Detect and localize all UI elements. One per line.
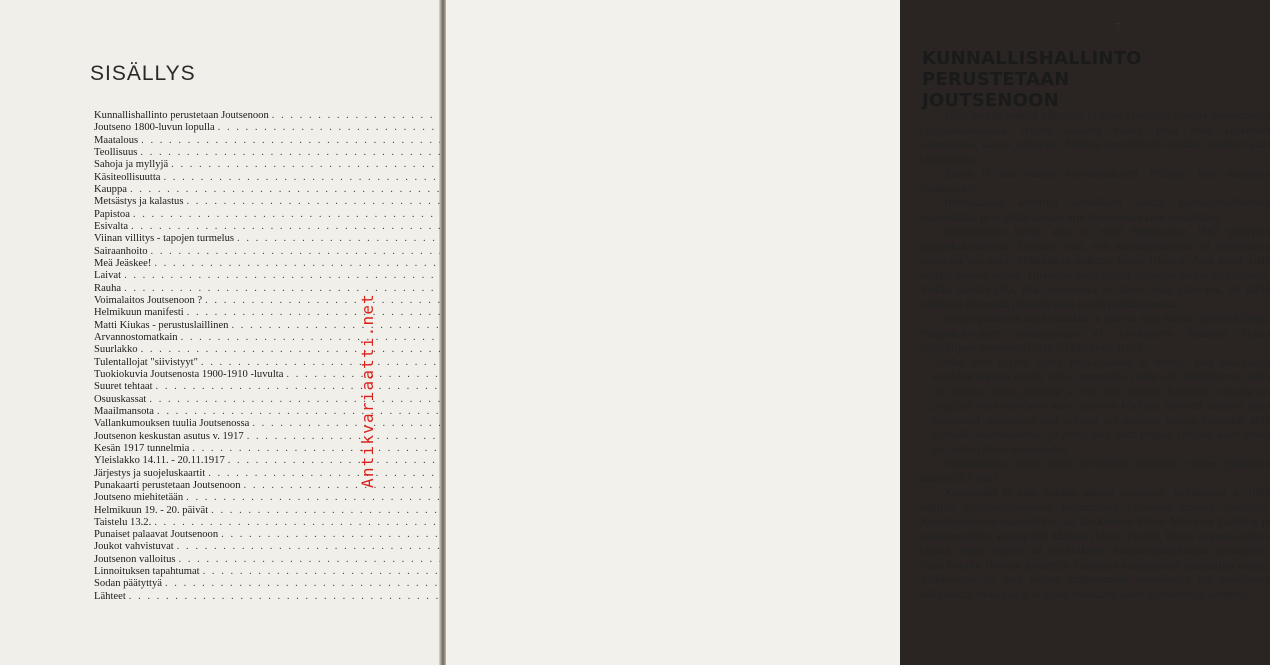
toc-entry-title: Arvannostomatkain	[94, 331, 178, 343]
toc-entry-title: Sodan päätyttyä	[94, 578, 162, 590]
toc-entry	[94, 394, 390, 406]
toc-entry-title: Lähteet	[94, 590, 126, 602]
toc-entry-title: Esivalta	[94, 220, 129, 232]
toc-entry-title: Joutsenon valloitus	[94, 553, 176, 565]
toc-entry-title: Joutseno 1800-luvun lopulla	[94, 122, 215, 134]
table-of-contents	[94, 110, 390, 603]
chapter-body	[920, 109, 1270, 602]
toc-entry-title: Punaiset palaavat Joutsenoon	[94, 529, 219, 541]
toc-entry	[94, 554, 390, 566]
toc-entry	[94, 332, 390, 344]
chapter-heading-line-2: PERUSTETAAN JOUTSENOON	[922, 69, 1070, 111]
toc-entry-title: Rauha	[94, 282, 122, 294]
toc-entry-title: Teollisuus	[94, 146, 138, 158]
toc-entry	[94, 381, 390, 393]
toc-entry-title: Linnoituksen tapahtumat	[94, 566, 200, 578]
toc-entry-title: Punakaarti perustetaan Joutsenoon	[94, 479, 241, 491]
body-paragraph: Kuvernööri ei näin pitkään aikaan suostunut. Syyskuussa v. 1869 valittiin pitäjänkokouksessa ensimmäiset Joutsenon kunnan virkailijat. Kuntakokouksen esimieheksi tuli kirkkoherra Viktor Mortimer Gadding ja varaesimieheksi kirjanpitäjä Mathias (Matti) Pöyhiä. Hänen veljensä Juhana (Johan, Juho) Pöyhiä sai tehtäväkseen kunnallislautakunnan johtamisen. Näin Wärrön Hovista johdettiin Joutsenon ensimmäisiä kunnallisia toimia. Kirkkoherra oli taas sopiva luottasaaman seurakuntaa irti maallisesta hallinnosta, vaikka se ei helppoa ollutkaan, kuten myöhemmin näemme.	[920, 487, 1270, 601]
toc-entry-title: Käsiteollisuutta	[94, 171, 161, 183]
toc-title: SISÄLLYS	[90, 62, 196, 85]
toc-entry	[94, 357, 390, 369]
toc-entry	[94, 480, 390, 492]
quoted-minutes: "1seksi ettei nykyen löytyy pitäjässämme ei herras- eikä talonpojan säädyssä sopivia henkiä siihen ammattiin 2seksi että kirkkoherran virka on avoinna tässä pitäjässä ja 3ksi että viimein kuluneina vuosina on pitäjässä ollut vallitseva suuri, painava köyhyys, niin että ulosteot jotka luultavasti seuraisivat tätä laitosta nyt tulisivat sangen raskaiksi tälle köyhälle seurakunnalle; ja paitsi tätä ovat pitäjän yhteiset asiat tähän asti tulleet hyvin toimitetuiksi."	[932, 356, 1270, 456]
body-paragraph: 1860-luvulle saakka päätettiin pitäjien yhteisistä asioista seurakuntien pitäjänkokouksissa. Niiden asioiden määrä, jotka eivät koskeneet seurakuntaa, kasvoi jatkuvasti. Nähtiin tarpeelliseksi erottaa maalliset asiat kirkollisista.	[920, 110, 1270, 166]
toc-entry	[94, 295, 390, 307]
toc-entry	[94, 517, 390, 529]
toc-entry	[94, 566, 390, 578]
toc-entry-title: Meä Jeäskee!	[94, 257, 152, 269]
toc-entry	[94, 159, 390, 171]
toc-entry-title: Suurlakko	[94, 344, 138, 356]
toc-entry	[94, 307, 390, 319]
toc-entry-title: Helmikuun manifesti	[94, 307, 184, 319]
toc-entry	[94, 233, 390, 245]
body-paragraph: Niinpä päätettiin anoa lisäaikaa ja päteviä syitä kansan mielestä löytyi. Pitäjänkokouksen puheenjohtaja v.t. kirkkoherra Relander kirjasi pöytäkirjaan seuraavan listan lykkäämisen syistä:	[920, 313, 1270, 354]
toc-entry	[94, 369, 390, 381]
toc-entry	[94, 505, 390, 517]
toc-entry-title: Joutsenon keskustan asutus v. 1917	[94, 430, 244, 442]
toc-entry	[94, 578, 390, 590]
toc-entry-title: Helmikuun 19. - 20. päivät	[94, 504, 209, 516]
toc-entry-title: Osuuskassat	[94, 393, 147, 405]
chapter-heading	[922, 48, 1142, 111]
toc-entry-title: Sairaanhoito	[94, 245, 148, 257]
toc-entry	[94, 246, 390, 258]
toc-entry	[94, 184, 390, 196]
toc-entry	[94, 406, 390, 418]
toc-entry	[94, 270, 390, 282]
toc-entry-title: Joukot vahvistuvat	[94, 541, 174, 553]
toc-entry-title: Viinan villitys - tapojen turmelus	[94, 233, 235, 245]
toc-entry-title: Yleislakko 14.11. - 20.11.1917	[94, 455, 225, 467]
toc-entry	[94, 541, 390, 553]
body-paragraph: Kansa ei tätä ottanut ymmärtääkseen. Pelättiin vain maksujen lisääntyvän.	[920, 168, 1270, 195]
toc-entry-title: Vallankumouksen tuulia Joutsenossa	[94, 418, 250, 430]
page-number: 7	[1115, 22, 1120, 33]
toc-entry	[94, 431, 390, 443]
toc-entry	[94, 529, 390, 541]
toc-entry	[94, 492, 390, 504]
toc-entry	[94, 455, 390, 467]
toc-entry	[94, 283, 390, 295]
right-page	[446, 0, 1270, 665]
toc-entry	[94, 209, 390, 221]
toc-entry-title: Suuret tehtaat	[94, 381, 153, 393]
toc-entry	[94, 443, 390, 455]
toc-entry-title: Sahoja ja myllyjä	[94, 159, 169, 171]
toc-entry-title: Voimalaitos Joutsenoon ?	[94, 294, 203, 306]
toc-entry	[94, 468, 390, 480]
toc-entry	[94, 172, 390, 184]
toc-entry-title: Papistoa	[94, 208, 130, 220]
toc-entry	[94, 418, 390, 430]
toc-entry	[94, 110, 390, 122]
watermark-text: Antikvariaatti.net	[358, 293, 377, 488]
toc-entry-title: Kesän 1917 tunnelmia	[94, 442, 190, 454]
toc-entry-title: Matti Kiukas - perustuslaillinen	[94, 319, 229, 331]
toc-entry-title: Maailmansota	[94, 405, 155, 417]
toc-entry-title: Laivat	[94, 270, 122, 282]
body-paragraph: Ensimmäisen kerran asia oli esillä heinäkuussa 1867 pidetyssä pitäjänkokouksessa. Esivalta vaati, että kunnallishallinto oli toteutettava kolmessa vuodessa. Määräaikaa pidettiin kovin lyhyenä. Asia sattui vielä erittäin pahaan aikaan. Olivathan juuri käsillä viimeiset suuret nälkävuodet. Vaikka näyttää siltä, että Joutsenossa ei tilanne ollut pahimpia, oli täällä riittävästi tekemistä jokapäiväisen leivän hankkimisessa.	[920, 226, 1270, 311]
toc-entry	[94, 221, 390, 233]
toc-entry-title: Joutseno miehitetään	[94, 492, 184, 504]
toc-entry	[94, 344, 390, 356]
body-paragraph: Helmikuussa annettiin armollinen asetus kunnallishallinnosta maaseudulla ja se yllätti kansan niin Joutsenossa kuin muuallakin.	[920, 197, 1270, 224]
toc-entry-title: Tuokiokuvia Joutsenosta 1900-1910 -luvulta	[94, 368, 284, 380]
toc-entry-title: Kunnallishallinto perustetaan Joutsenoon	[94, 110, 269, 121]
toc-entry	[94, 122, 390, 134]
toc-entry-title: Taistelu 13.2.	[94, 516, 152, 528]
toc-entry	[94, 258, 390, 270]
toc-entry	[94, 147, 390, 159]
toc-entry	[94, 135, 390, 147]
body-paragraph: Pitäjänkokous toivoi näillä perusteilla seitsemän vuoden lykkäystä alkaen 28.7.1867.	[920, 458, 1270, 485]
toc-entry-title: Kauppa	[94, 183, 127, 195]
toc-entry	[94, 196, 390, 208]
toc-entry	[94, 591, 390, 603]
toc-entry-title: Metsästys ja kalastus	[94, 196, 184, 208]
toc-entry-title: Maatalous	[94, 134, 139, 146]
toc-entry	[94, 320, 390, 332]
toc-entry-title: Järjestys ja suojeluskaartit	[94, 467, 206, 479]
chapter-heading-line-1: KUNNALLISHALLINTO	[922, 48, 1142, 69]
toc-entry-title: Tulentallojat "siivistyyt"	[94, 356, 198, 368]
